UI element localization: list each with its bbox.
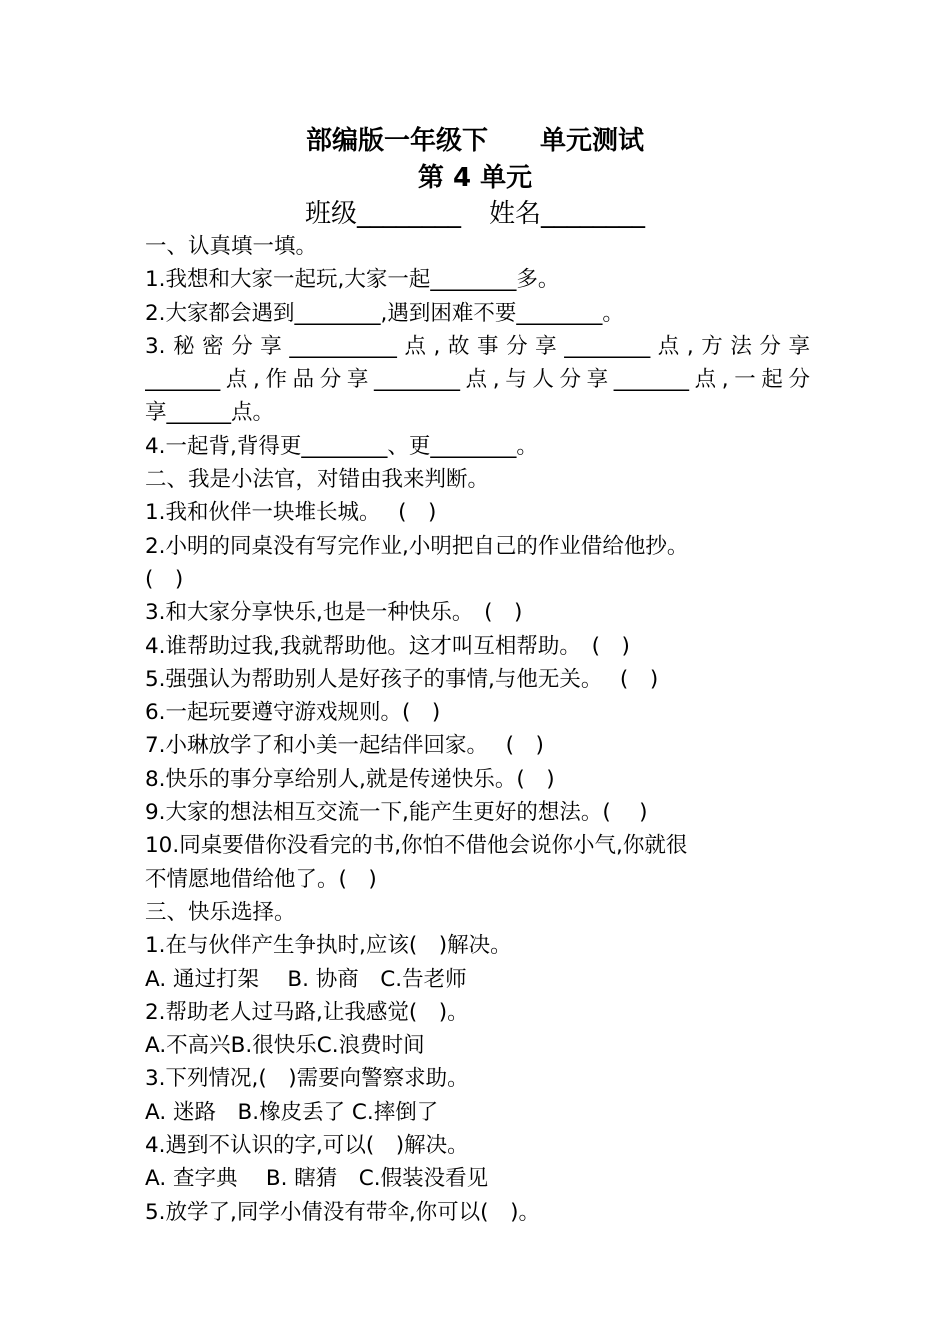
section-heading: 一、认真填一填。 [145,234,318,259]
doc-title-left: 部编版一年级下 [305,126,488,156]
question-line: 6.一起玩要遵守游戏规则。( ) [145,700,441,726]
question-line: 7.小琳放学了和小美一起结伴回家。 ( ) [145,733,544,759]
question-line: 10.同桌要借你没看完的书,你怕不借他会说你小气,你就很 [145,833,688,859]
class-name-line [0,193,950,230]
question-line: 5.放学了,同学小倩没有带伞,你可以( )。 [145,1199,540,1225]
worksheet-body [145,230,810,1229]
doc-title-right: 单元测试 [540,126,645,156]
name-field: 姓名________ [489,199,646,229]
doc-subtitle: 第 4 单元 [417,163,533,193]
question-line: 4.遇到不认识的字,可以( )解决。 [145,1133,469,1159]
question-line: 1.我想和大家一起玩,大家一起________多。 [145,267,560,293]
question-line: ( ) [145,566,184,592]
question-line: 3.和大家分享快乐,也是一种快乐。 ( ) [145,600,523,626]
question-line: 2.小明的同桌没有写完作业,小明把自己的作业借给他抄。 [145,533,689,559]
question-line: 9.大家的想法相互交流一下,能产生更好的想法。( ) [145,800,648,826]
option-line: A.不高兴B.很快乐C.浪费时间 [145,1033,425,1059]
option-line: A. 迷路 B.橡皮丢了 C.摔倒了 [145,1099,439,1125]
question-line: 不情愿地借给他了。( ) [145,866,377,892]
doc-title [0,120,950,157]
question-line: 2.大家都会遇到________,遇到困难不要________。 [145,300,624,326]
section-heading: 三、快乐选择。 [145,899,296,925]
question-line: 1.我和伙伴一块堆长城。 ( ) [145,500,437,526]
question-line: 3.下列情况,( )需要向警察求助。 [145,1066,469,1092]
question-line: 2.帮助老人过马路,让我感觉( )。 [145,999,469,1025]
question-line: 8.快乐的事分享给别人,就是传递快乐。( ) [145,766,555,792]
option-line: A. 查字典 B. 瞎猜 C.假装没看见 [145,1166,489,1192]
section-heading: 二、我是小法官，对错由我来判断。 [145,467,490,493]
question-line: 5.强强认为帮助别人是好孩子的事情,与他无关。 ( ) [145,666,659,692]
option-line: A. 通过打架 B. 协商 C.告老师 [145,966,467,992]
question-line: _______点,作品分享________点,与人分享_______点,一起分 [145,367,810,393]
question-line: 4.一起背,背得更________、更________。 [145,433,538,459]
question-line: 享______点。 [145,400,275,426]
question-line: 4.谁帮助过我,我就帮助他。这才叫互相帮助。 ( ) [145,633,630,659]
question-line: 1.在与伙伴产生争执时,应该( )解决。 [145,933,512,959]
question-line: 3.秘密分享__________点,故事分享________点,方法分享 [145,333,810,359]
class-field: 班级________ [304,199,461,229]
